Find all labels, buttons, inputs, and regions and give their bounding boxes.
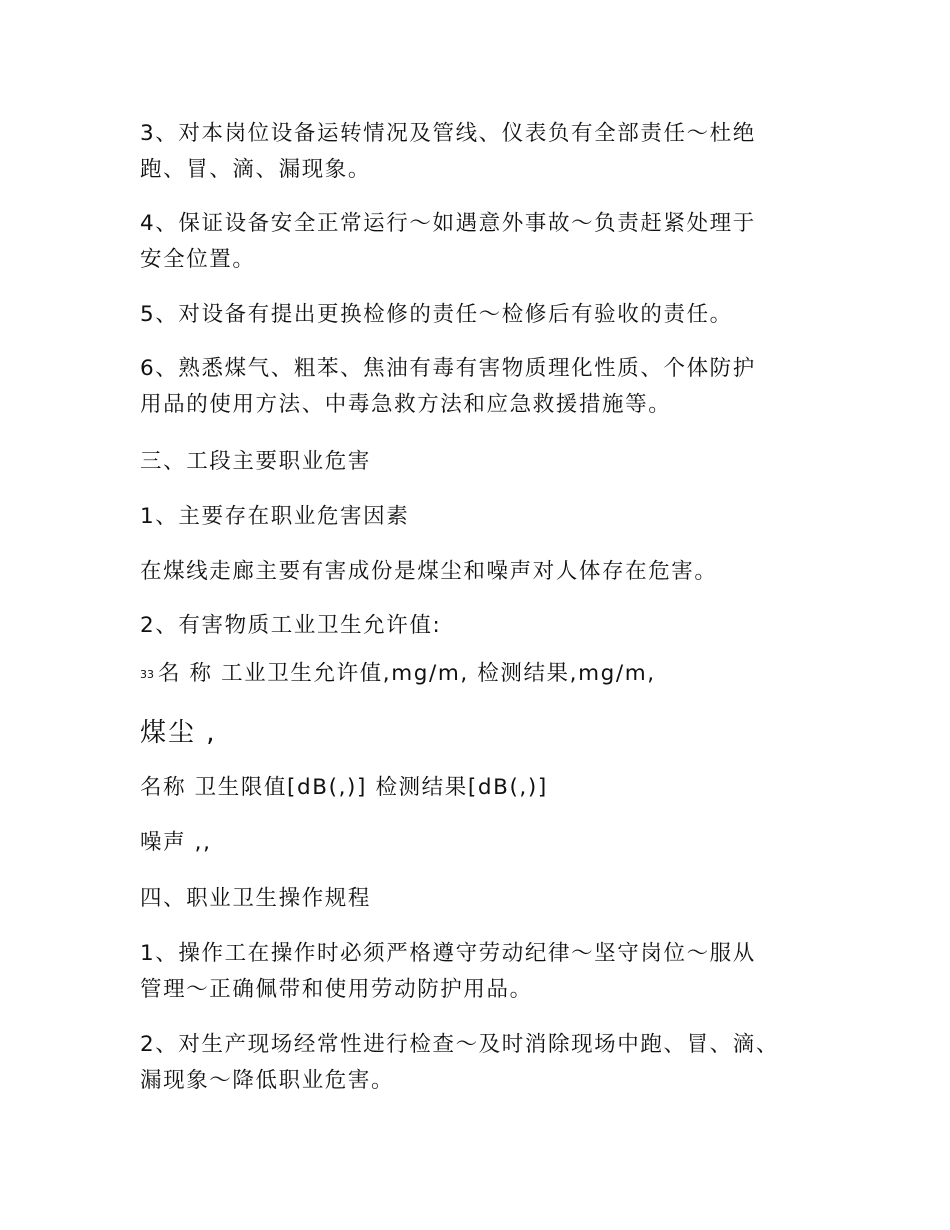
heading-text: 四、职业卫生操作规程 — [140, 886, 372, 911]
text-line: 安全位置。 — [140, 247, 256, 272]
table-header-text: 名 称 工业卫生允许值,mg/m, 检测结果,mg/m, — [158, 661, 656, 686]
text-line: 4、保证设备安全正常运行～如遇意外事故～负责赶紧处理于 — [140, 211, 756, 236]
dust-table-header — [140, 656, 810, 693]
text-line: 6、熟悉煤气、粗苯、焦油有毒有害物质理化性质、个体防护 — [140, 356, 756, 381]
table-row-text: 噪声 ,, — [140, 830, 212, 855]
paragraph-hazard-description — [140, 554, 810, 590]
heading-text: 三、工段主要职业危害 — [140, 449, 372, 474]
heading-text: 2、有害物质工业卫生允许值: — [140, 613, 442, 638]
superscript-marker: 33 — [140, 668, 154, 681]
text-line: 在煤线走廊主要有害成份是煤尘和噪声对人体存在危害。 — [140, 559, 718, 584]
paragraph-item-4 — [140, 206, 810, 278]
heading-text: 1、主要存在职业危害因素 — [140, 504, 410, 529]
subheading-2 — [140, 608, 810, 644]
paragraph-item-6 — [140, 351, 810, 423]
text-line: 3、对本岗位设备运转情况及管线、仪表负有全部责任～杜绝 — [140, 121, 756, 146]
table-row-text: 煤尘 , — [140, 718, 217, 748]
noise-table-header — [140, 770, 810, 806]
text-line: 漏现象～降低职业危害。 — [140, 1068, 395, 1093]
paragraph-item-5 — [140, 297, 810, 333]
text-line: 5、对设备有提出更换检修的责任～检修后有验收的责任。 — [140, 302, 733, 327]
paragraph-rule-2 — [140, 1027, 810, 1099]
text-line: 管理～正确佩带和使用劳动防护用品。 — [140, 977, 533, 1002]
text-line: 2、对生产现场经常性进行检查～及时消除现场中跑、冒、滴、 — [140, 1032, 779, 1057]
paragraph-item-3 — [140, 116, 810, 188]
text-line: 1、操作工在操作时必须严格遵守劳动纪律～坚守岗位～服从 — [140, 941, 756, 966]
section-heading-4 — [140, 881, 810, 917]
table-header-text: 名称 卫生限值[dB(,)] 检测结果[dB(,)] — [140, 775, 548, 800]
dust-table-row — [140, 715, 810, 751]
subheading-1 — [140, 499, 810, 535]
paragraph-rule-1 — [140, 936, 810, 1008]
section-heading-3 — [140, 444, 810, 480]
table-header-line — [140, 656, 810, 693]
text-line: 用品的使用方法、中毒急救方法和应急救援措施等。 — [140, 392, 672, 417]
text-line: 跑、冒、滴、漏现象。 — [140, 157, 372, 182]
noise-table-row — [140, 825, 810, 861]
